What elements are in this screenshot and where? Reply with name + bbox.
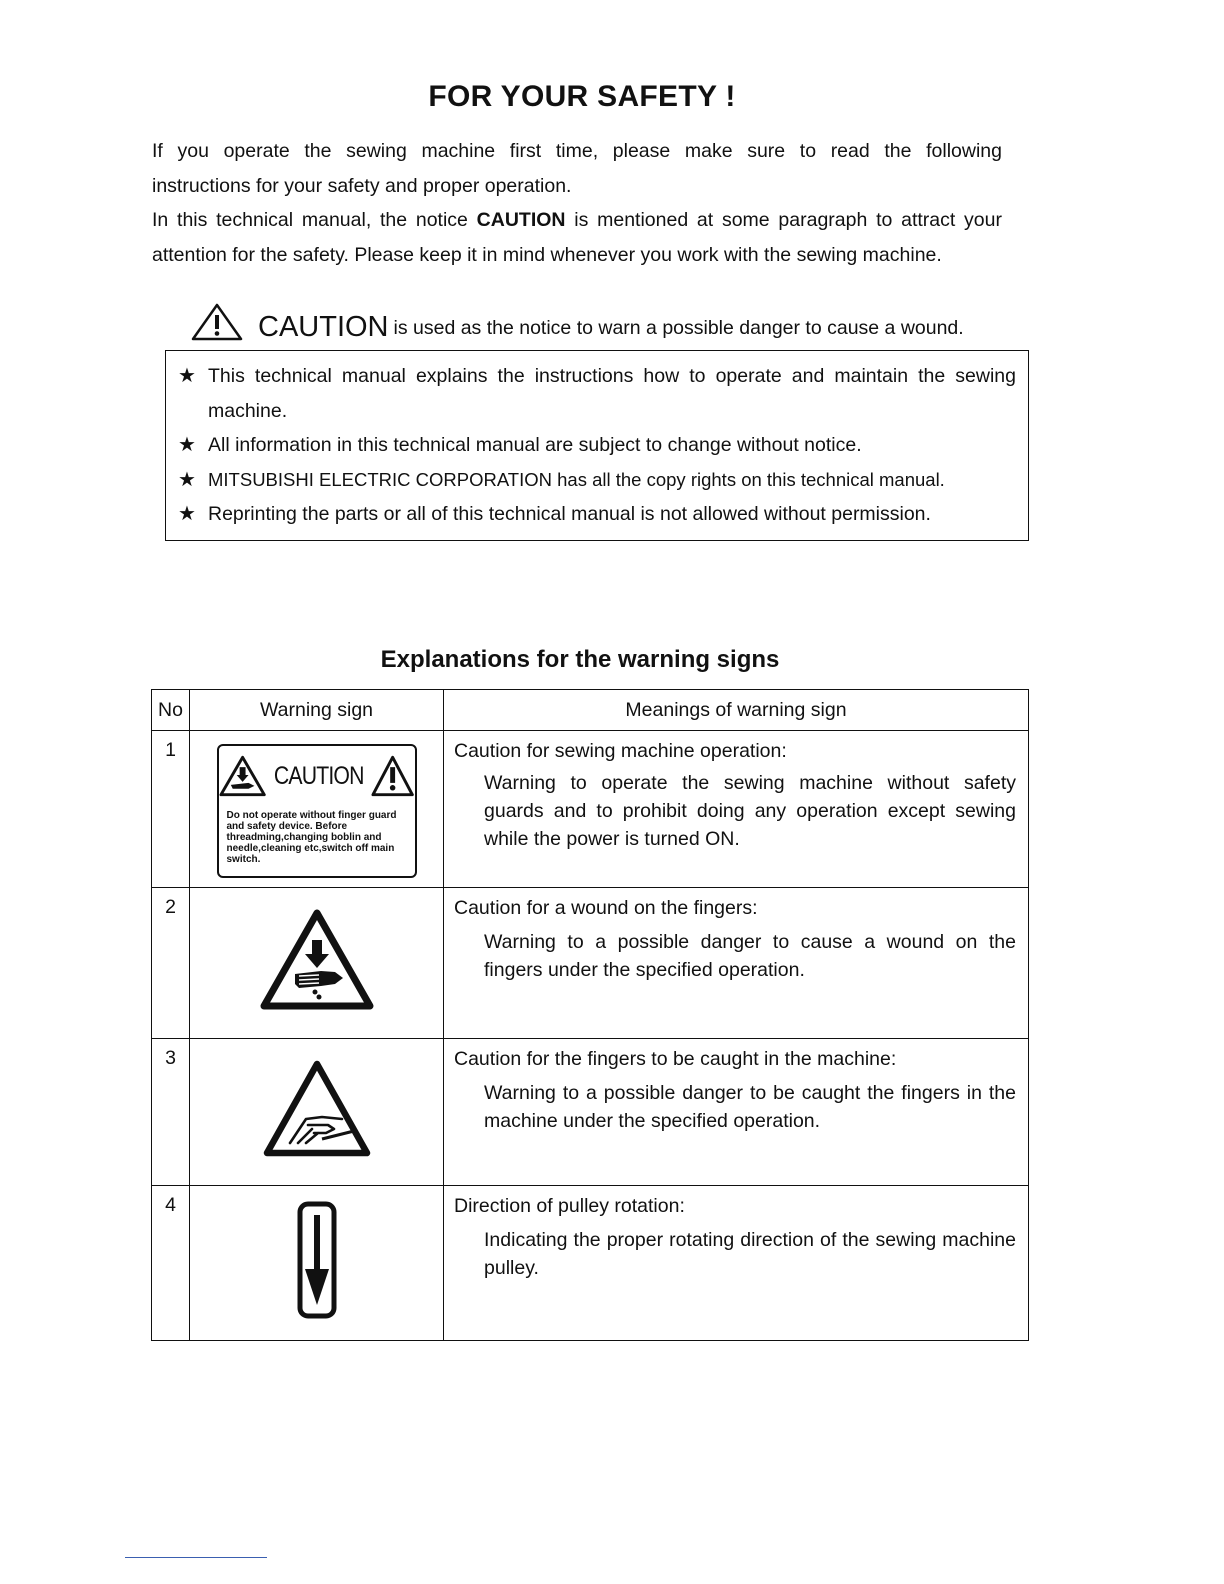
caution-word: CAUTION xyxy=(258,311,389,343)
table-row xyxy=(152,1186,1029,1341)
caution-label-sticker xyxy=(217,744,417,878)
hand-needle-warning-icon xyxy=(219,755,266,797)
row-number: 1 xyxy=(152,731,190,888)
meaning-body: Warning to operate the sewing machine without safety guards and to prohibit doing any operation except sewing while the power is turned ON. xyxy=(484,772,1016,850)
intro-para2-line1 xyxy=(152,203,1002,238)
star-icon: ★ xyxy=(178,503,196,525)
star-icon: ★ xyxy=(178,434,196,456)
notice-text: All information in this technical manual are subject to change without notice. xyxy=(208,434,862,456)
notice-text: This technical manual explains the instructions how to operate and maintain the sewing machine. xyxy=(208,365,1016,422)
notice-item xyxy=(178,497,1016,532)
warning-sign-cell xyxy=(190,731,444,888)
warning-sign-cell xyxy=(190,1039,444,1186)
meaning-cell xyxy=(444,1039,1029,1186)
row-number: 2 xyxy=(152,888,190,1039)
warning-sign-cell xyxy=(190,1186,444,1341)
star-icon: ★ xyxy=(178,468,196,491)
intro-para2-pre: In this technical manual, the notice xyxy=(152,209,477,231)
meaning-cell xyxy=(444,731,1029,888)
intro-para1-line1: If you operate the sewing machine first time, please make sure to read the following xyxy=(152,140,1002,162)
meaning-title: Caution for the fingers to be caught in the machine: xyxy=(454,1048,897,1070)
row-number: 4 xyxy=(152,1186,190,1341)
notice-item xyxy=(178,428,1016,463)
meaning-title: Caution for sewing machine operation: xyxy=(454,740,787,762)
notice-text: MITSUBISHI ELECTRIC CORPORATION has all the copy rights on this technical manual. xyxy=(208,468,945,490)
label-instructions: Do not operate without finger guard and safety device. Before threadming,changing boblin and needle,cleaning etc,switch off main switch. xyxy=(226,810,397,865)
caution-notice xyxy=(190,302,1040,342)
header-sign: Warning sign xyxy=(190,690,444,731)
intro-para1-line2: instructions for your safety and proper operation. xyxy=(152,174,572,197)
meaning-title: Direction of pulley rotation: xyxy=(454,1195,685,1217)
meaning-body: Warning to a possible danger to be caught the fingers in the machine under the specified operation. xyxy=(484,1082,1016,1132)
notice-item xyxy=(178,359,1016,428)
notice-text: Reprinting the parts or all of this technical manual is not allowed without permission. xyxy=(208,503,931,525)
page-title: FOR YOUR SAFETY ! xyxy=(428,80,736,113)
meaning-cell xyxy=(444,888,1029,1039)
intro-caution-bold: CAUTION xyxy=(476,209,566,231)
notice-box xyxy=(165,350,1029,541)
warning-section-title: Explanations for the warning signs xyxy=(380,646,780,673)
notice-item xyxy=(178,463,1016,498)
meaning-cell xyxy=(444,1186,1029,1341)
hand-caught-warning-icon xyxy=(262,1059,372,1159)
warning-sign-cell xyxy=(190,888,444,1039)
warning-triangle-icon xyxy=(371,755,414,797)
intro-text xyxy=(152,134,1002,272)
meaning-body: Warning to a possible danger to cause a wound on the fingers under the specified operation. xyxy=(484,931,1016,981)
meaning-title: Caution for a wound on the fingers: xyxy=(454,897,758,919)
intro-para2-post: is mentioned at some paragraph to attract your xyxy=(565,209,1002,231)
row-number: 3 xyxy=(152,1039,190,1186)
caution-description: is used as the notice to warn a possible danger to cause a wound. xyxy=(393,317,964,339)
footer-rule xyxy=(125,1557,267,1558)
intro-para2-line2: attention for the safety. Please keep it in mind whenever you work with the sewing machine. xyxy=(152,243,942,266)
table-row xyxy=(152,888,1029,1039)
pulley-rotation-arrow-icon xyxy=(297,1201,337,1319)
meaning-body: Indicating the proper rotating direction of the sewing machine pulley. xyxy=(484,1229,1016,1279)
label-caution-word: CAUTION xyxy=(273,761,364,790)
caution-triangle-icon xyxy=(190,302,244,342)
header-meaning: Meanings of warning sign xyxy=(444,690,1029,731)
hand-needle-warning-icon xyxy=(259,908,375,1012)
star-icon: ★ xyxy=(178,365,196,387)
label-header xyxy=(219,746,415,806)
warning-signs-table xyxy=(151,689,1029,1341)
table-row xyxy=(152,731,1029,888)
table-row xyxy=(152,1039,1029,1186)
table-header-row xyxy=(152,690,1029,731)
header-no: No xyxy=(152,690,190,731)
